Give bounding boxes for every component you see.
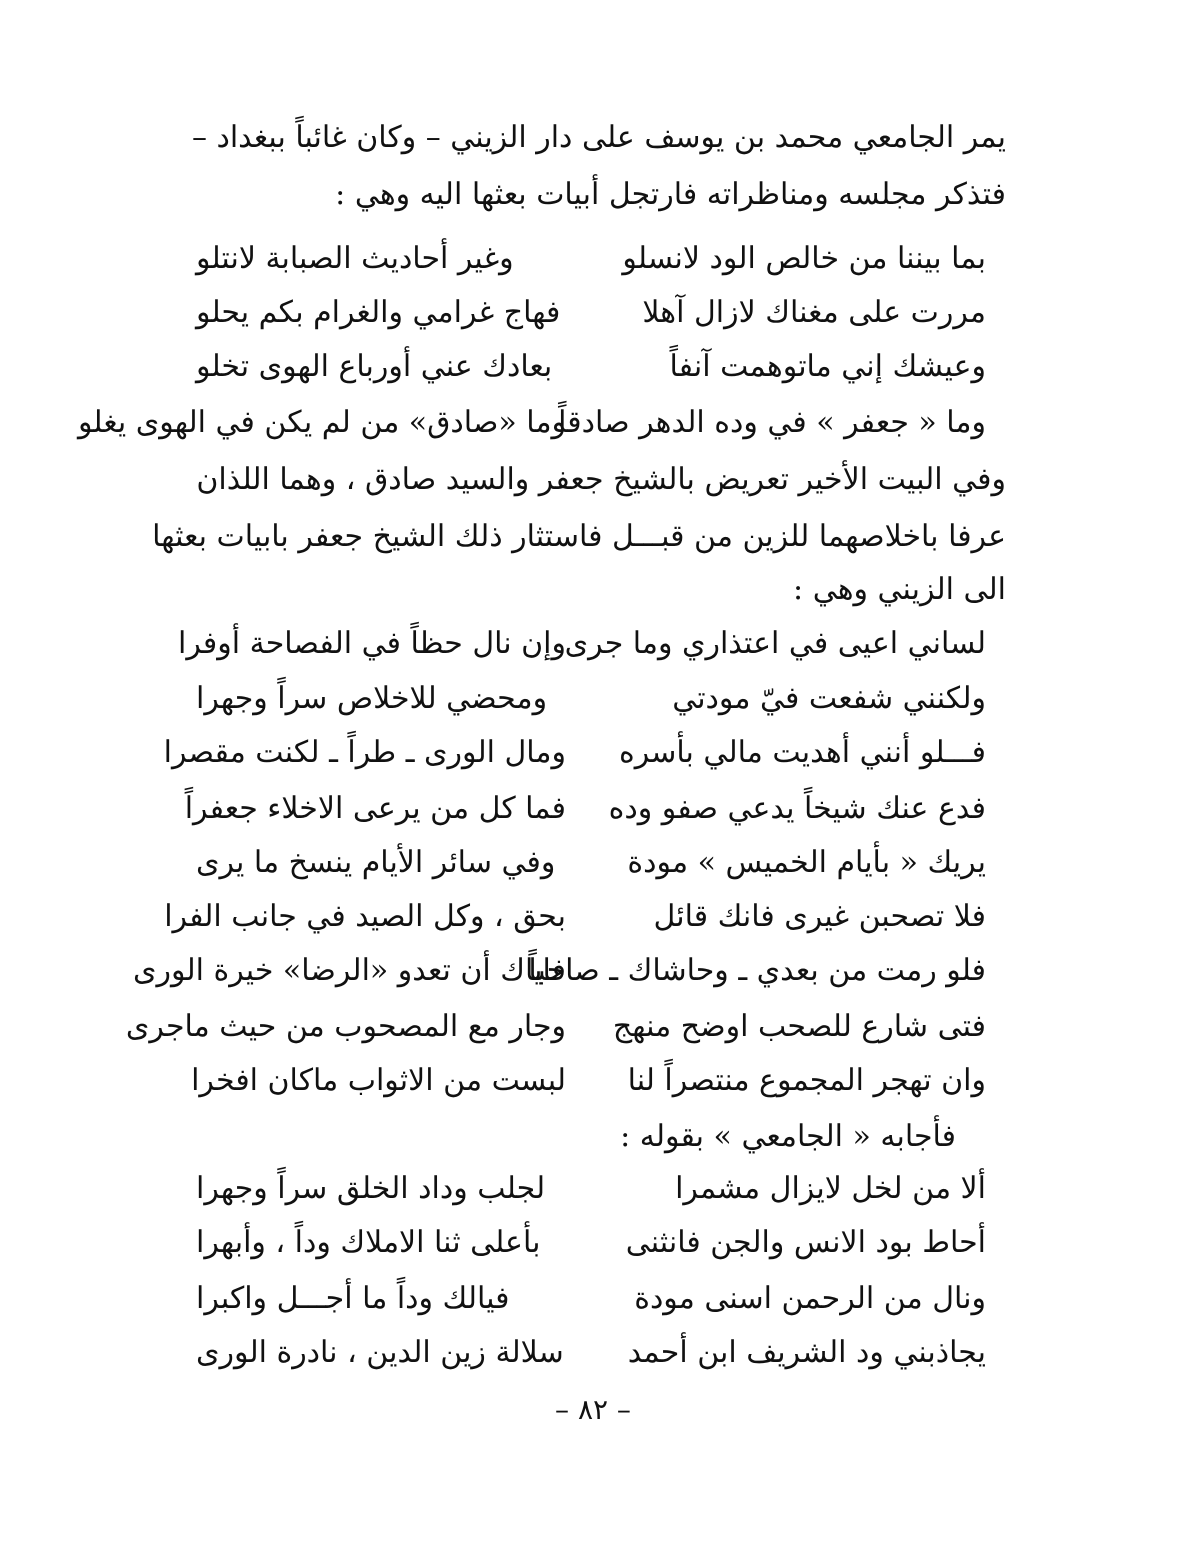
hemistich-first: فدع عنك شيخاً يدعي صفو وده xyxy=(608,791,986,826)
poem2-verse-7 xyxy=(133,945,986,997)
hemistich-second: وما «صادق» من لم يكن في الهوى يغلو xyxy=(77,405,566,440)
poem1-verse-1 xyxy=(196,233,986,285)
hemistich-first: فـــلو أنني أهديت مالي بأسره xyxy=(619,735,986,770)
poem3-verse-2 xyxy=(196,1217,986,1269)
hemistich-second: لبست من الاثواب ماكان افخرا xyxy=(191,1063,566,1098)
hemistich-second: وإن نال حظاً في الفصاحة أوفرا xyxy=(178,626,566,661)
hemistich-second: سلالة زين الدين ، نادرة الورى xyxy=(196,1335,564,1370)
hemistich-first: يجاذبني ود الشريف ابن أحمد xyxy=(627,1335,986,1370)
hemistich-first: يريك « بأيام الخميس » مودة xyxy=(627,845,986,880)
hemistich-first: فلو رمت من بعدي ـ وحاشاك ـ صاحباً xyxy=(528,953,986,988)
poem2-verse-9 xyxy=(191,1055,986,1107)
hemistich-second: ومحضي للاخلاص سراً وجهرا xyxy=(196,681,548,716)
poem2-verse-6 xyxy=(164,891,986,943)
hemistich-first: مررت على مغناك لازال آهلا xyxy=(642,295,986,330)
intro-line-1: يمر الجامعي محمد بن يوسف على دار الزيني – وكان غائباً ببغداد – xyxy=(191,120,1006,155)
commentary-line-1: وفي البيت الأخير تعريض بالشيخ جعفر والسيد صادق ، وهما اللذان xyxy=(196,462,1006,497)
hemistich-second: لجلب وداد الخلق سراً وجهرا xyxy=(196,1171,546,1206)
hemistich-second: وجار مع المصحوب من حيث ماجرى xyxy=(125,1009,566,1044)
hemistich-second: فهاج غرامي والغرام بكم يحلو xyxy=(196,295,561,330)
hemistich-second: فما كل من يرعى الاخلاء جعفراً xyxy=(184,791,566,826)
hemistich-first: لساني اعيى في اعتذاري وما جرى xyxy=(564,626,986,661)
hemistich-second: بأعلى ثنا الاملاك وداً ، وأبهرا xyxy=(196,1225,541,1260)
hemistich-first: ألا من لخل لايزال مشمرا xyxy=(675,1171,986,1206)
poem3-verse-1 xyxy=(196,1163,986,1215)
hemistich-second: فيالك وداً ما أجـــل واكبرا xyxy=(196,1281,510,1316)
poem2-verse-2 xyxy=(196,673,986,725)
hemistich-first: فتى شارع للصحب اوضح منهج xyxy=(612,1009,986,1044)
hemistich-first: ولكنني شفعت فيّ مودتي xyxy=(672,681,986,716)
reply-intro: فأجابه « الجامعي » بقوله : xyxy=(620,1119,956,1154)
poem2-verse-4 xyxy=(184,783,986,835)
hemistich-second: ومال الورى ـ طراً ـ لكنت مقصرا xyxy=(163,735,566,770)
commentary-line-3: الى الزيني وهي : xyxy=(793,572,1006,607)
poem1-verse-2 xyxy=(196,287,986,339)
poem2-verse-1 xyxy=(178,618,986,670)
poem3-verse-3 xyxy=(196,1273,986,1325)
poem3-verse-4 xyxy=(196,1327,986,1379)
poem2-verse-8 xyxy=(125,1001,986,1053)
hemistich-first: فلا تصحبن غيرى فانك قائل xyxy=(653,899,986,934)
poem2-verse-3 xyxy=(163,727,986,779)
commentary-line-2: عرفا باخلاصهما للزين من قبـــل فاستثار ذلك الشيخ جعفر بابيات بعثها xyxy=(152,519,1006,554)
hemistich-second: وفي سائر الأيام ينسخ ما يرى xyxy=(196,845,556,880)
hemistich-first: وعيشك إني ماتوهمت آنفاً xyxy=(669,349,986,384)
hemistich-second: بحق ، وكل الصيد في جانب الفرا xyxy=(164,899,566,934)
page-number: – ٨٢ – xyxy=(555,1393,631,1426)
poem1-verse-4 xyxy=(77,397,986,449)
hemistich-second: بعادك عني أورباع الهوى تخلو xyxy=(196,349,553,384)
hemistich-first: ونال من الرحمن اسنى مودة xyxy=(634,1281,986,1316)
hemistich-first: أحاط بود الانس والجن فانثنى xyxy=(625,1225,986,1260)
hemistich-second: فاياك أن تعدو «الرضا» خيرة الورى xyxy=(133,953,566,988)
hemistich-first: وما « جعفر » في وده الدهر صادقاً xyxy=(558,405,986,440)
hemistich-second: وغير أحاديث الصبابة لانتلو xyxy=(196,241,514,276)
hemistich-first: وان تهجر المجموع منتصراً لنا xyxy=(627,1063,986,1098)
poem2-verse-5 xyxy=(196,837,986,889)
intro-line-2: فتذكر مجلسه ومناظراته فارتجل أبيات بعثها اليه وهي : xyxy=(335,177,1006,212)
poem1-verse-3 xyxy=(196,341,986,393)
hemistich-first: بما بيننا من خالص الود لانسلو xyxy=(622,241,986,276)
